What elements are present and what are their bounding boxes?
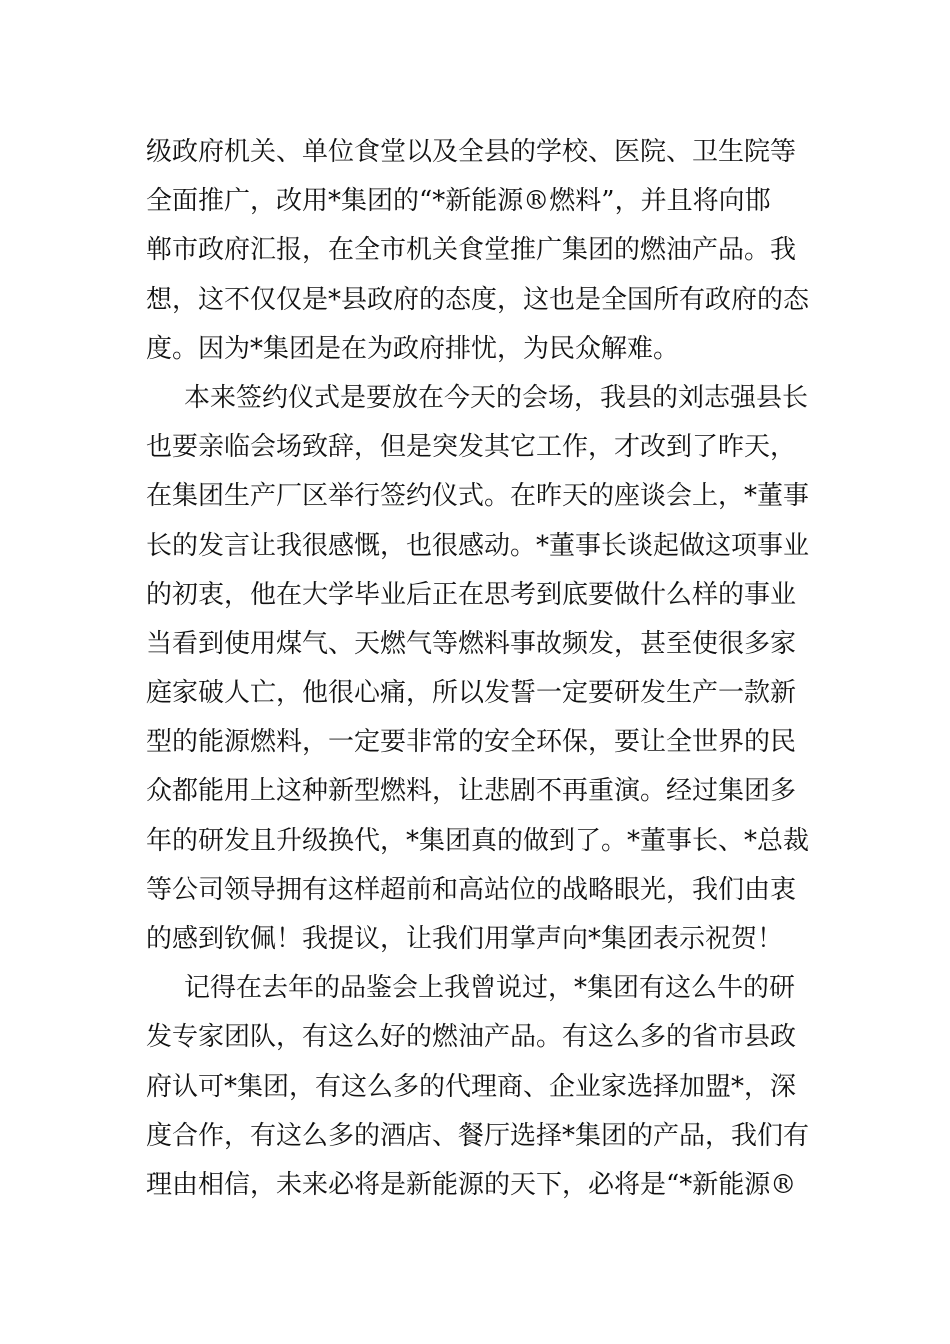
text-line: 庭家破人亡，他很心痛，所以发誓一定要研发生产一款新 [146, 678, 797, 709]
text-line: 府认可*集团，有这么多的代理商、企业家选择加盟*，深 [146, 1071, 797, 1102]
text-line: 全面推广，改用*集团的“*新能源®燃料”，并且将向邯 [146, 186, 771, 217]
text-line: 理由相信，未来必将是新能源的天下，必将是“*新能源® [146, 1169, 797, 1200]
text-line: 型的能源燃料，一定要非常的安全环保，要让全世界的民 [146, 727, 797, 758]
text-line: 级政府机关、单位食堂以及全县的学校、医院、卫生院等 [146, 137, 797, 167]
text-line: 也要亲临会场致辞，但是突发其它工作，才改到了昨天， [146, 432, 797, 463]
text-line: 当看到使用煤气、天燃气等燃料事故频发，甚至使很多家 [146, 628, 797, 659]
text-line: 记得在去年的品鉴会上我曾说过，*集团有这么牛的研 [184, 973, 796, 1004]
text-line: 发专家团队，有这么好的燃油产品。有这么多的省市县政 [146, 1022, 797, 1053]
text-line: 度合作，有这么多的酒店、餐厅选择*集团的产品，我们有 [146, 1120, 810, 1151]
text-line: 众都能用上这种新型燃料，让悲剧不再重演。经过集团多 [146, 776, 797, 807]
text-line: 等公司领导拥有这样超前和高站位的战略眼光，我们由衷 [146, 874, 797, 905]
text-line: 的初衷，他在大学毕业后正在思考到底要做什么样的事业 [146, 579, 797, 610]
text-line: 的感到钦佩！我提议，让我们用掌声向*集团表示祝贺！ [146, 924, 784, 954]
text-line: 长的发言让我很感慨，也很感动。*董事长谈起做这项事业 [146, 530, 810, 561]
text-line: 郸市政府汇报，在全市机关食堂推广集团的燃油产品。我 [146, 235, 797, 266]
text-line: 本来签约仪式是要放在今天的会场，我县的刘志强县长 [184, 382, 809, 413]
text-line: 想，这不仅仅是*县政府的态度，这也是全国所有政府的态 [146, 284, 810, 315]
body-text [146, 128, 810, 1210]
text-line: 度。因为*集团是在为政府排忧，为民众解难。 [146, 333, 680, 364]
text-line: 在集团生产厂区举行签约仪式。在昨天的座谈会上，*董事 [146, 481, 810, 512]
text-line: 年的研发且升级换代，*集团真的做到了。*董事长、*总裁 [146, 825, 810, 856]
